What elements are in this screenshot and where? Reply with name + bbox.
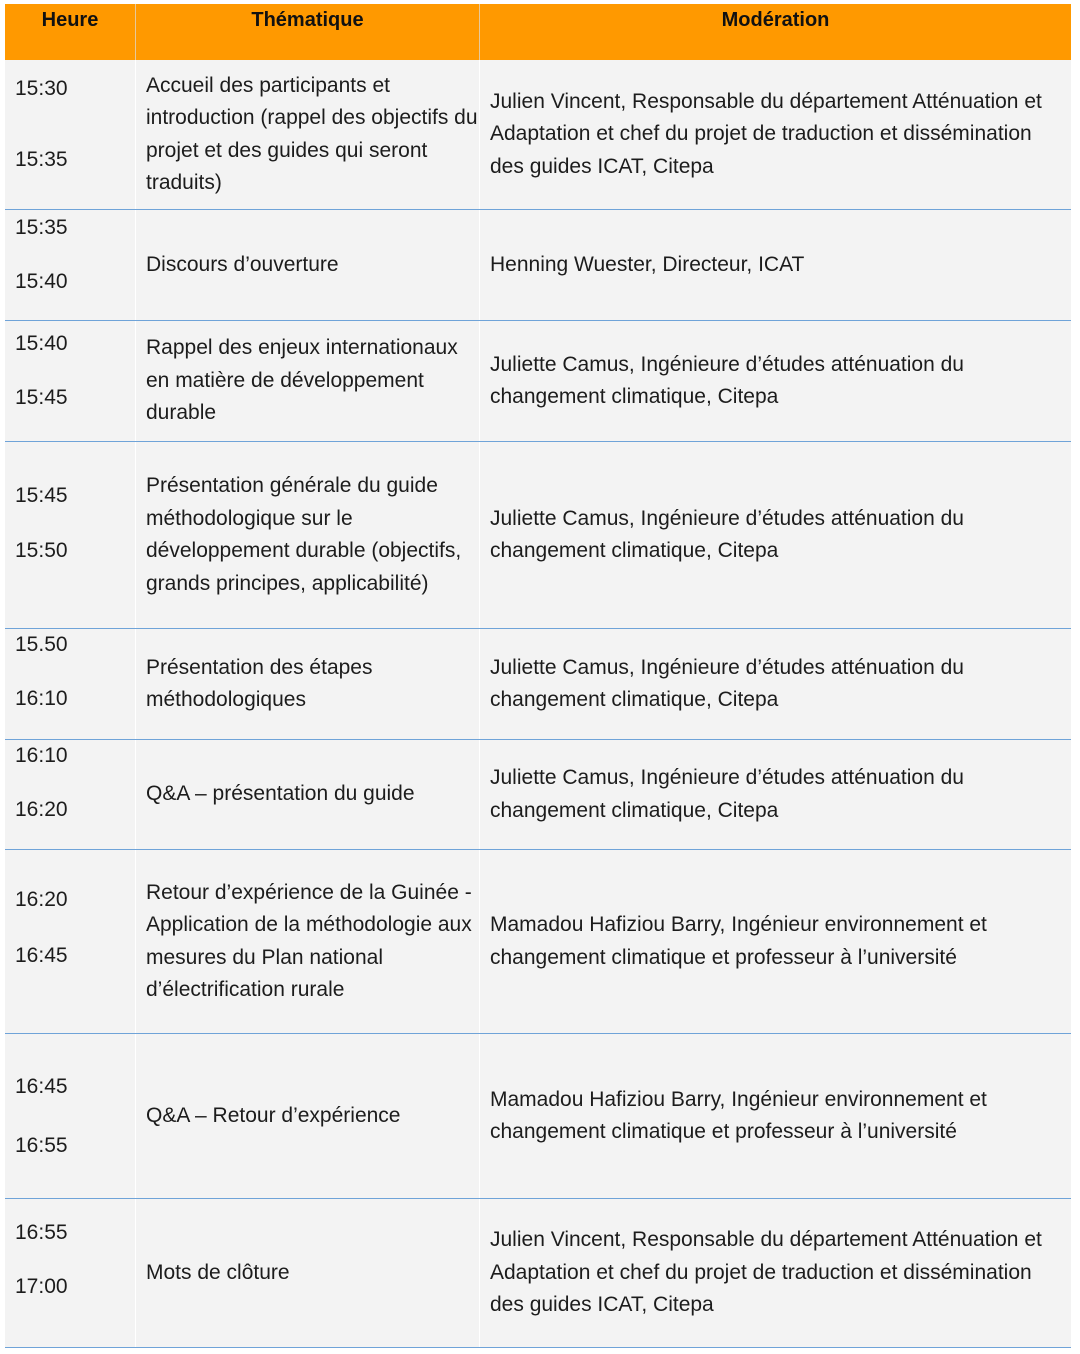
moderation-cell: Henning Wuester, Directeur, ICAT xyxy=(490,252,805,276)
table-row xyxy=(5,60,1071,210)
header-heure: Heure xyxy=(5,4,136,60)
time-cell xyxy=(5,850,136,1033)
start-time: 15.50 xyxy=(15,633,68,656)
moderation-cell: Mamadou Hafiziou Barry, Ingénieur environnement et changement climatique et professeur à l’université xyxy=(490,913,987,969)
theme-cell: Mots de clôture xyxy=(136,1199,480,1347)
end-time: 16:55 xyxy=(15,1134,68,1157)
end-time: 15:35 xyxy=(15,148,68,171)
theme-cell: Q&A – présentation du guide xyxy=(136,740,480,849)
start-time: 15:45 xyxy=(15,484,68,507)
table-row xyxy=(5,1199,1071,1348)
theme-cell: Accueil des participants et introduction (rappel des objectifs du projet et des guides qui seront traduits) xyxy=(136,60,480,209)
agenda-table xyxy=(5,4,1071,1348)
moderation-cell: Juliette Camus, Ingénieure d’études atténuation du changement climatique, Citepa xyxy=(490,766,964,822)
time-cell xyxy=(5,442,136,628)
table-row xyxy=(5,210,1071,321)
table-header xyxy=(5,4,1071,60)
table-row xyxy=(5,321,1071,442)
end-time: 16:20 xyxy=(15,798,68,821)
time-cell xyxy=(5,629,136,739)
theme-cell: Rappel des enjeux internationaux en matière de développement durable xyxy=(136,321,480,441)
theme-cell: Discours d’ouverture xyxy=(136,210,480,320)
end-time: 15:50 xyxy=(15,539,68,562)
header-moderation: Modération xyxy=(721,9,830,31)
table-row xyxy=(5,1034,1071,1199)
moderation-cell: Juliette Camus, Ingénieure d’études atténuation du changement climatique, Citepa xyxy=(490,352,964,408)
time-cell xyxy=(5,1034,136,1198)
start-time: 16:10 xyxy=(15,744,68,767)
moderation-cell: Mamadou Hafiziou Barry, Ingénieur environnement et changement climatique et professeur à l’université xyxy=(490,1087,987,1143)
theme-cell: Présentation générale du guide méthodologique sur le développement durable (objectifs, grands principes, applicabilité) xyxy=(136,442,480,628)
start-time: 16:55 xyxy=(15,1221,68,1244)
end-time: 16:10 xyxy=(15,687,68,710)
start-time: 16:45 xyxy=(15,1075,68,1098)
time-cell xyxy=(5,60,136,209)
table-row xyxy=(5,850,1071,1034)
time-cell xyxy=(5,321,136,441)
header-thematique: Thématique xyxy=(136,4,480,60)
time-cell xyxy=(5,1199,136,1347)
time-cell xyxy=(5,210,136,320)
moderation-cell: Julien Vincent, Responsable du département Atténuation et Adaptation et chef du projet de traduction et dissémination des guides ICAT, Citepa xyxy=(490,89,1042,178)
start-time: 15:30 xyxy=(15,77,68,100)
table-row xyxy=(5,442,1071,629)
start-time: 15:40 xyxy=(15,332,68,355)
moderation-cell: Julien Vincent, Responsable du département Atténuation et Adaptation et chef du projet de traduction et dissémination des guides ICAT, Citepa xyxy=(490,1228,1042,1317)
theme-cell: Retour d’expérience de la Guinée - Application de la méthodologie aux mesures du Plan national d’électrification rurale xyxy=(136,850,480,1033)
end-time: 17:00 xyxy=(15,1275,68,1298)
theme-cell: Présentation des étapes méthodologiques xyxy=(136,629,480,739)
end-time: 15:40 xyxy=(15,270,68,293)
moderation-cell: Juliette Camus, Ingénieure d’études atténuation du changement climatique, Citepa xyxy=(490,506,964,562)
table-row xyxy=(5,629,1071,740)
moderation-cell: Juliette Camus, Ingénieure d’études atténuation du changement climatique, Citepa xyxy=(490,655,964,711)
start-time: 16:20 xyxy=(15,888,68,911)
end-time: 16:45 xyxy=(15,944,68,967)
start-time: 15:35 xyxy=(15,216,68,239)
time-cell xyxy=(5,740,136,849)
end-time: 15:45 xyxy=(15,386,68,409)
table-row xyxy=(5,740,1071,850)
theme-cell: Q&A – Retour d’expérience xyxy=(136,1034,480,1198)
